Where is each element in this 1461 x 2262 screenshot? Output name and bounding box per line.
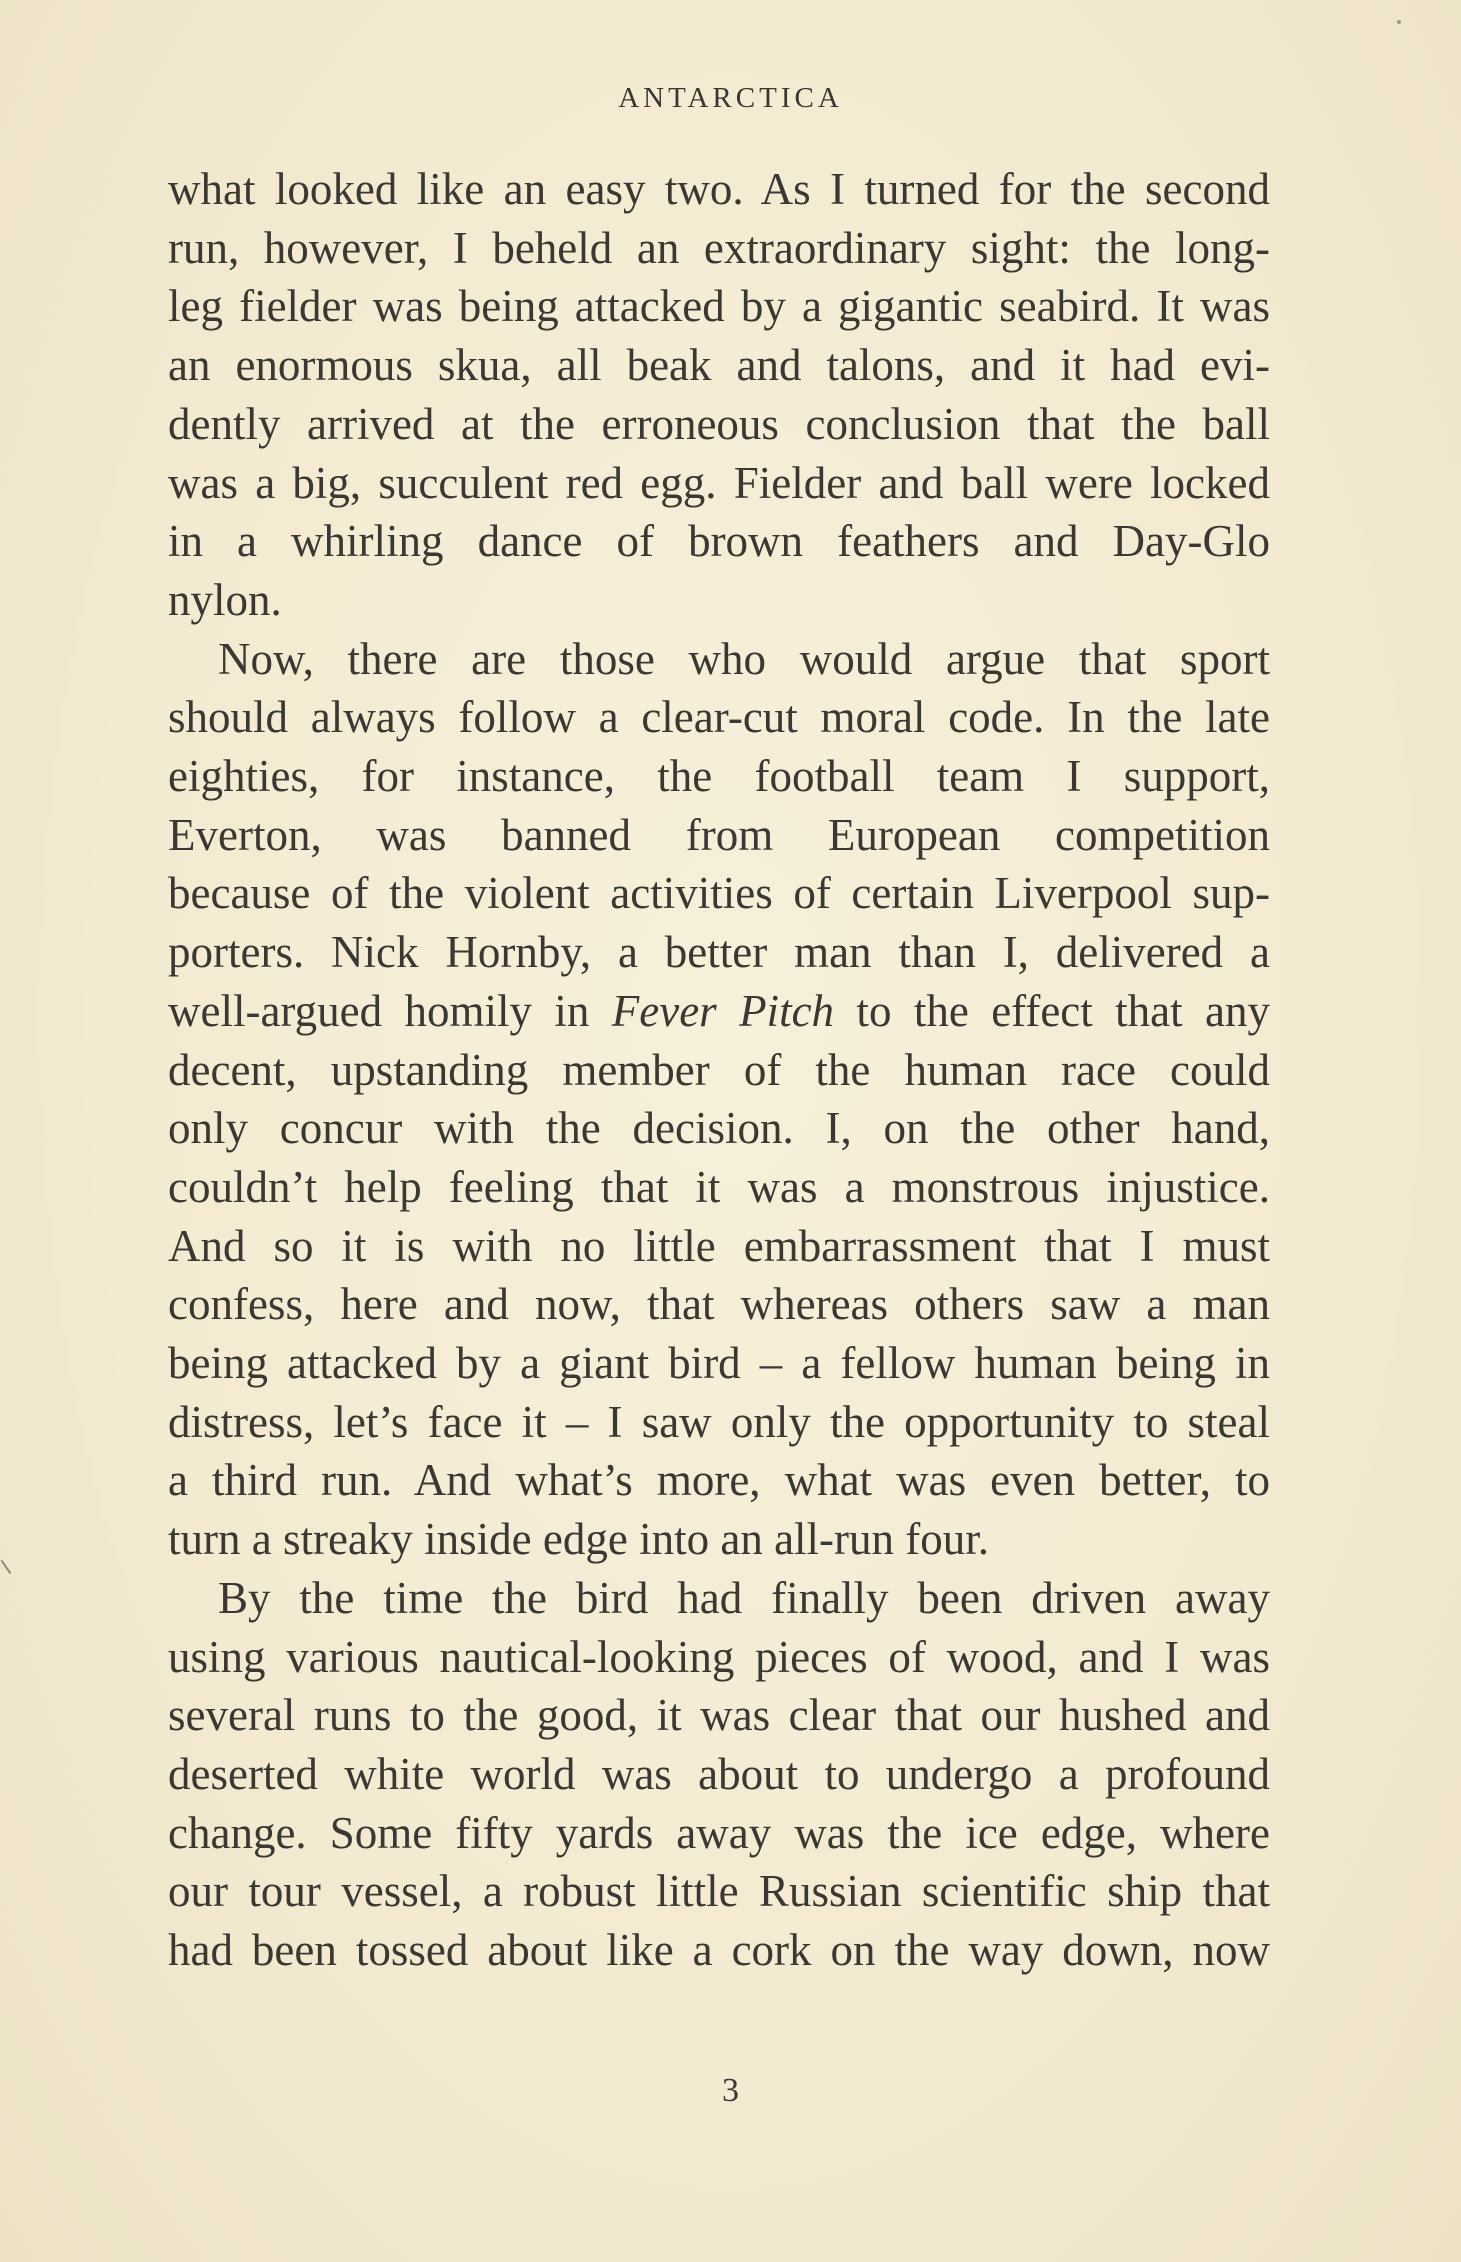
text-line-start: well-argued homily in	[168, 985, 612, 1036]
text-line: only concur with the decision. I, on the other hand,	[168, 1103, 1270, 1154]
text-line: couldn’t help feeling that it was a monstrous injustice.	[168, 1161, 1270, 1212]
text-line: what looked like an easy two. As I turned for the second	[168, 164, 1270, 214]
text-line: confess, here and now, that whereas others saw a man	[168, 1279, 1270, 1330]
text-line: By the time the bird had finally been driven away	[218, 1572, 1270, 1623]
running-head: ANTARCTICA	[618, 82, 843, 114]
text-line: distress, let’s face it – I saw only the opportunity to steal	[168, 1396, 1270, 1447]
text-line: several runs to the good, it was clear that our hushed and	[168, 1690, 1270, 1741]
text-line: deserted white world was about to undergo a profound	[168, 1748, 1270, 1799]
text-line: was a big, succulent red egg. Fielder and ball were locked	[168, 457, 1270, 508]
body-text	[168, 160, 1270, 1980]
text-line: change. Some fifty yards away was the ice edge, where	[168, 1807, 1270, 1858]
text-line: turn a streaky inside edge into an all-run four.	[168, 1514, 990, 1565]
text-line: nylon.	[168, 574, 282, 625]
text-line: because of the violent activities of certain Liverpool sup-	[168, 868, 1270, 919]
page-number: 3	[722, 2072, 739, 2109]
text-line: in a whirling dance of brown feathers and Day-Glo	[168, 516, 1270, 567]
text-line: And so it is with no little embarrassment that I must	[168, 1220, 1270, 1271]
text-line: run, however, I beheld an extraordinary sight: the long-	[168, 222, 1270, 273]
text-line: should always follow a clear-cut moral code. In the late	[168, 692, 1270, 743]
text-line: being attacked by a giant bird – a fellow human being in	[168, 1338, 1270, 1389]
text-line: leg fielder was being attacked by a gigantic seabird. It was	[168, 281, 1270, 332]
text-line: porters. Nick Hornby, a better man than I, delivered a	[168, 927, 1270, 978]
paper-speck	[1397, 20, 1401, 24]
text-line-end: to the effect that any	[834, 985, 1271, 1036]
text-line: using various nautical-looking pieces of wood, and I was	[168, 1631, 1270, 1682]
book-title-fever-pitch: Fever Pitch	[611, 985, 835, 1036]
page-margin-mark	[0, 1554, 19, 1574]
text-line: eighties, for instance, the football team I support,	[168, 751, 1270, 802]
text-line: decent, upstanding member of the human race could	[168, 1044, 1270, 1095]
text-line: Everton, was banned from European competition	[168, 809, 1270, 860]
text-line: an enormous skua, all beak and talons, and it had evi-	[168, 340, 1270, 391]
text-line: a third run. And what’s more, what was even better, to	[168, 1455, 1270, 1506]
text-line: our tour vessel, a robust little Russian scientific ship that	[168, 1866, 1270, 1917]
text-line	[168, 982, 1270, 1041]
text-line: dently arrived at the erroneous conclusion that the ball	[168, 398, 1270, 449]
text-line: Now, there are those who would argue that sport	[218, 633, 1270, 684]
text-line: had been tossed about like a cork on the way down, now	[168, 1925, 1270, 1976]
